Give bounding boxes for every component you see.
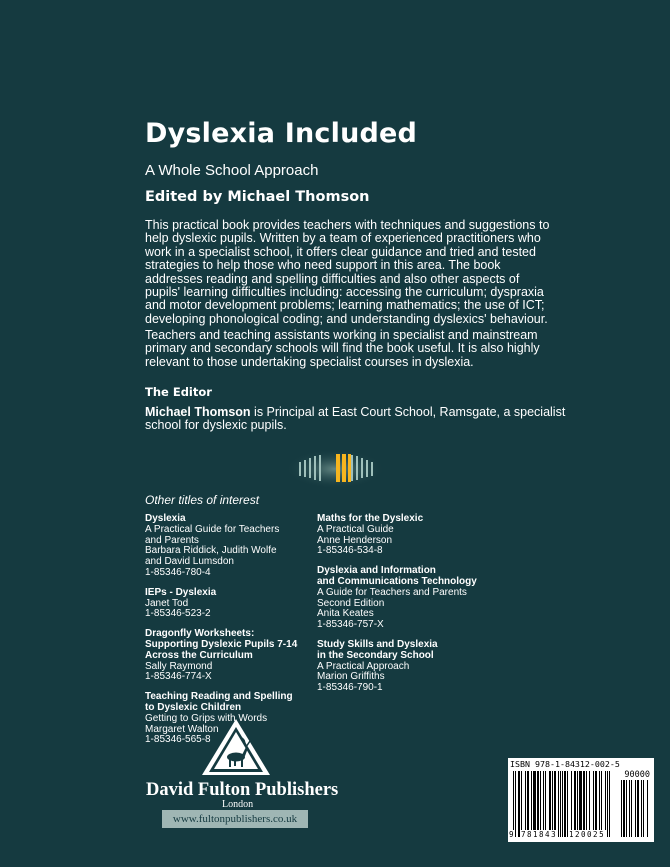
barcode-bar — [593, 771, 594, 837]
ean-first-digit: 9 — [509, 830, 514, 839]
other-title-name: Across the Curriculum — [145, 649, 253, 661]
other-title-detail: 1-85346-523-2 — [145, 608, 211, 620]
barcode-bar — [554, 771, 556, 837]
other-title-detail: Sally Raymond — [145, 660, 213, 672]
barcode-bar — [521, 771, 522, 837]
other-title-detail: Marion Griffiths — [317, 671, 385, 683]
other-title-detail: Janet Tod — [145, 597, 189, 609]
barcode-bar — [637, 780, 639, 837]
publisher-name: David Fulton Publishers — [146, 780, 339, 800]
price-code: 90000 — [624, 770, 650, 780]
barcode-bar — [607, 771, 608, 837]
other-title-detail: Second Edition — [317, 597, 385, 609]
barcode-bar — [599, 771, 600, 837]
addon-barcode-bars — [621, 780, 651, 837]
barcode-bar — [605, 771, 606, 837]
other-titles-heading: Other titles of interest — [145, 493, 260, 507]
description-paragraph-2: Teachers and teaching assistants working in specialist and mainstream primary and secondary schools will find the book useful. It is also highly relevant to those undertaking specialist courses in dyslexia. — [145, 328, 540, 369]
barcode-bar — [549, 771, 551, 837]
other-titles-right-column — [317, 514, 497, 703]
other-title-name: Maths for the Dyslexic — [317, 513, 424, 524]
barcode-bar — [537, 771, 539, 837]
barcode-bar — [560, 771, 561, 837]
barcode-bar — [558, 771, 559, 837]
barcode-bar — [609, 771, 610, 837]
other-title-entry — [317, 514, 497, 557]
other-title-name: to Dyslexic Children — [145, 701, 242, 713]
other-title-detail: and David Lumsdon — [145, 556, 234, 568]
editor-bio-text: is Principal at East Court School, Ramsgate, a specialist school for dyslexic pupils. — [145, 405, 566, 433]
barcode-bar — [527, 771, 529, 837]
other-title-name: and Communications Technology — [317, 575, 477, 587]
barcode-bar — [571, 771, 572, 837]
other-title-name: IEPs - Dyslexia — [145, 586, 217, 598]
barcode-bar — [515, 771, 516, 837]
barcode-bar — [601, 771, 602, 837]
glowing-bars-graphic — [285, 448, 385, 490]
barcode-bar — [589, 771, 590, 837]
other-title-detail: Anita Keates — [317, 608, 374, 620]
publisher-city: London — [222, 799, 254, 810]
other-title-detail: Barbara Riddick, Judith Wolfe — [145, 545, 277, 557]
other-title-detail: and Parents — [145, 534, 199, 546]
book-title: Dyslexia Included — [145, 118, 418, 149]
other-title-entry — [317, 566, 497, 631]
barcode-bar — [626, 780, 627, 837]
barcode-bar — [545, 771, 546, 837]
description-paragraph-1: This practical book provides teachers with techniques and suggestions to help dyslexic pupils. Written by a team of experienced practitioners who work in a specialist school, it offers clear guidance and tried and tested strategies to help those who need support in this area. The book addresses reading and spelling difficulties and also other aspects of pupils' learning difficulties including: accessing the curriculum; dyspraxia and motor development problems; learning mathematics; the use of ICT; developing phonological coding; and understanding dyslexics' behaviour. — [145, 218, 550, 326]
barcode-bar — [531, 771, 532, 837]
barcode-bar — [621, 780, 622, 837]
barcode-bar — [540, 771, 541, 837]
other-title-detail: 1-85346-790-1 — [317, 682, 383, 694]
other-title-detail: 1-85346-534-8 — [317, 545, 383, 557]
barcode-bar — [567, 771, 568, 837]
barcode-bar — [533, 771, 536, 837]
other-title-detail: Margaret Walton — [145, 723, 219, 735]
other-title-name: in the Secondary School — [317, 649, 434, 661]
isbn-text: ISBN 978-1-84312-002-5 — [510, 759, 620, 769]
barcode-bar — [513, 771, 514, 837]
ean-group-1: 781843 — [521, 830, 558, 839]
barcode-bar — [635, 780, 636, 837]
other-title-name: Dyslexia and Information — [317, 565, 436, 577]
barcode-bar — [562, 771, 563, 837]
barcode-bar — [623, 780, 625, 837]
barcode-bar — [525, 771, 526, 837]
other-title-detail: A Practical Guide — [317, 523, 394, 535]
barcode-bar — [643, 780, 644, 837]
barcode-bar — [647, 780, 648, 837]
barcode-bar — [574, 771, 576, 837]
barcode-bar — [564, 771, 566, 837]
other-title-name: Study Skills and Dyslexia — [317, 638, 438, 650]
other-title-entry — [145, 514, 325, 579]
barcode-bar — [518, 771, 520, 837]
barcode-bar — [641, 780, 642, 837]
ean-barcode-bars — [513, 771, 617, 837]
editor-heading: The Editor — [145, 385, 212, 399]
barcode-bar — [629, 780, 630, 837]
other-title-detail: 1-85346-774-X — [145, 671, 212, 683]
other-title-entry — [317, 640, 497, 694]
edited-by: Edited by Michael Thomson — [145, 189, 370, 205]
barcode-bar — [552, 771, 553, 837]
other-title-detail: Anne Henderson — [317, 534, 393, 546]
isbn-barcode — [508, 758, 654, 842]
editor-name: Michael Thomson — [145, 405, 251, 419]
other-title-entry — [145, 588, 325, 620]
other-title-detail: A Guide for Teachers and Parents — [317, 586, 467, 598]
barcode-bar — [631, 780, 632, 837]
barcode-bar — [583, 771, 585, 837]
other-title-name: Teaching Reading and Spelling — [145, 691, 293, 703]
other-title-name: Dyslexia — [145, 513, 186, 524]
stag-logo-icon — [200, 717, 272, 777]
barcode-bar — [595, 771, 597, 837]
other-title-detail: A Practical Guide for Teachers — [145, 523, 280, 535]
book-subtitle: A Whole School Approach — [145, 162, 319, 179]
ean-group-2: 120025 — [569, 830, 606, 839]
barcode-bar — [543, 771, 544, 837]
other-title-detail: 1-85346-780-4 — [145, 566, 211, 578]
barcode-bar — [579, 771, 582, 837]
other-title-detail: Getting to Grips with Words — [145, 712, 268, 724]
other-title-detail: 1-85346-757-X — [317, 619, 384, 631]
barcode-bar — [586, 771, 587, 837]
other-title-detail: A Practical Approach — [317, 660, 410, 672]
other-title-detail: 1-85346-565-8 — [145, 734, 211, 746]
other-title-name: Dragonfly Worksheets: — [145, 628, 255, 640]
barcode-bar — [577, 771, 578, 837]
publisher-url[interactable]: www.fultonpublishers.co.uk — [162, 810, 308, 828]
editor-bio — [145, 406, 575, 433]
other-title-entry — [145, 629, 325, 683]
other-title-name: Supporting Dyslexic Pupils 7-14 — [145, 638, 298, 650]
